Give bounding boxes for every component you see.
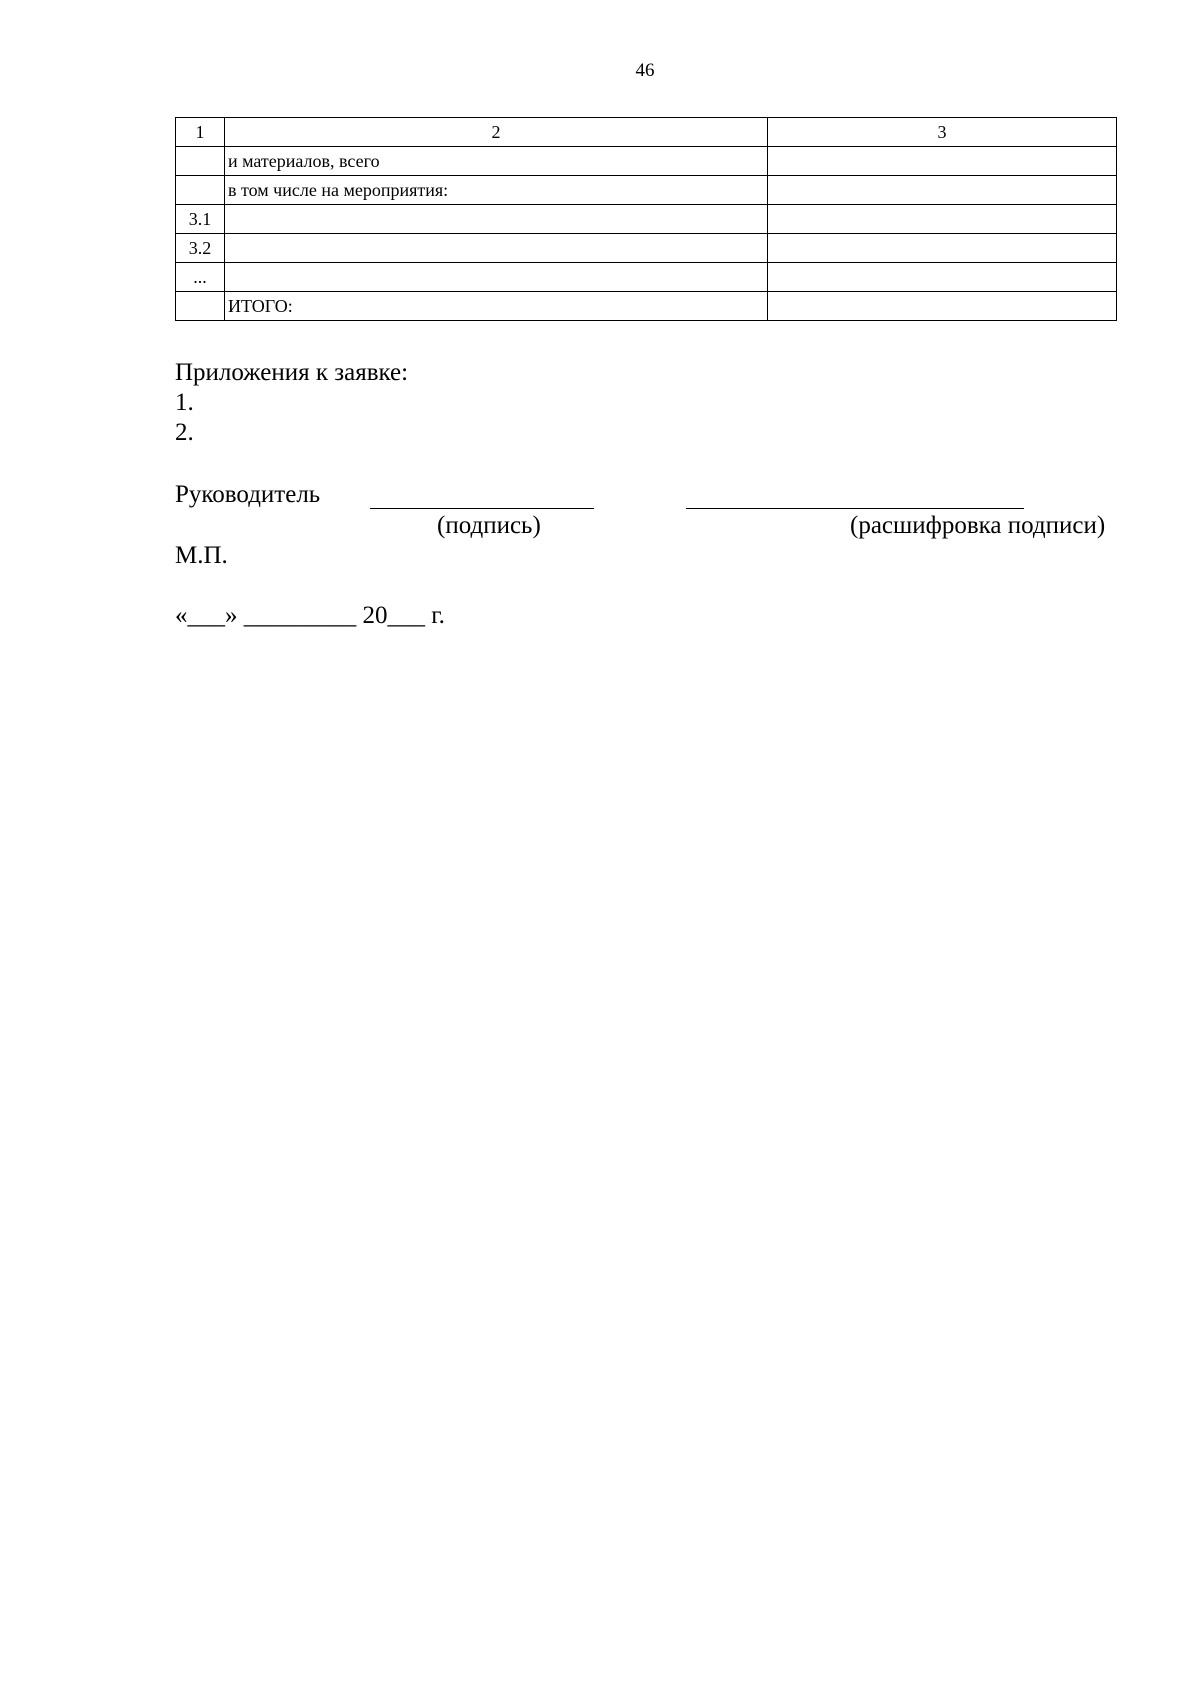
table-cell-amount — [768, 292, 1117, 321]
signature-decoding-caption: (расшифровка подписи) — [850, 512, 1106, 539]
table-row-total — [176, 292, 1117, 321]
date-month-blank: _________ — [243, 602, 357, 629]
signature-caption: (подпись) — [437, 512, 541, 539]
table-row — [176, 234, 1117, 263]
signature-decoding-line — [686, 508, 1024, 509]
table-cell-number: 3.2 — [176, 234, 225, 263]
date-year-prefix: 20 — [362, 602, 388, 629]
table-cell-number — [176, 176, 225, 205]
table-cell-amount — [768, 205, 1117, 234]
table-cell-amount — [768, 147, 1117, 176]
table-header-cell: 2 — [225, 118, 768, 147]
table-cell-number — [176, 292, 225, 321]
date-line — [175, 603, 445, 628]
table-cell-number: 3.1 — [176, 205, 225, 234]
table-cell-description: и материалов, всего — [225, 147, 768, 176]
date-year-suffix: г. — [431, 602, 445, 629]
signature-role-label: Руководитель — [175, 481, 321, 508]
table-header-cell: 3 — [768, 118, 1117, 147]
signature-line — [370, 508, 594, 509]
table-cell-number: ... — [176, 263, 225, 292]
date-open-quote: « — [175, 602, 188, 629]
table-cell-description — [225, 205, 768, 234]
table-cell-amount — [768, 263, 1117, 292]
table-cell-amount — [768, 176, 1117, 205]
table-row — [176, 205, 1117, 234]
budget-table — [175, 117, 1117, 321]
table-cell-description: в том числе на мероприятия: — [225, 176, 768, 205]
attachment-item: 2. — [175, 419, 194, 446]
stamp-label: М.П. — [175, 542, 228, 569]
attachment-item: 1. — [175, 389, 194, 416]
table-header-cell: 1 — [176, 118, 225, 147]
table-cell-description — [225, 263, 768, 292]
date-day-blank: ___ — [187, 602, 225, 629]
table-cell-description: ИТОГО: — [225, 292, 768, 321]
date-year-blank: ___ — [387, 602, 425, 629]
date-close-quote: » — [225, 602, 238, 629]
attachments-heading: Приложения к заявке: — [175, 359, 409, 386]
table-cell-amount — [768, 234, 1117, 263]
table-row — [176, 147, 1117, 176]
table-row — [176, 263, 1117, 292]
table-row — [176, 176, 1117, 205]
table-cell-number — [176, 147, 225, 176]
table-cell-description — [225, 234, 768, 263]
table-header-row — [176, 118, 1117, 147]
page-number: 46 — [635, 60, 655, 81]
